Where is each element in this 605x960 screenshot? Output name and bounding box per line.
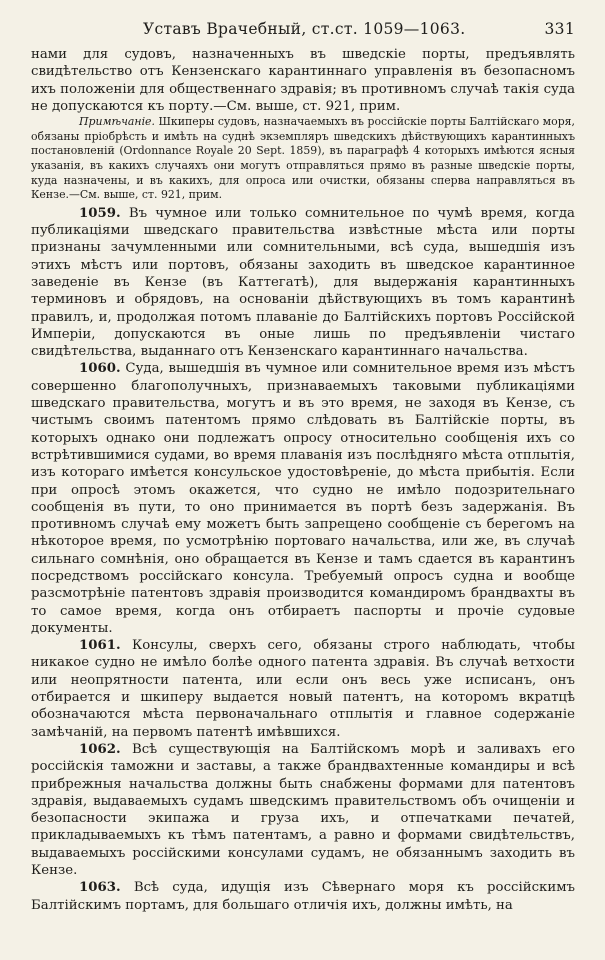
article-text: Суда, вышедшія въ чумное или сомнительное время изъ мѣстъ совершенно благополучныхъ, признаваемыхъ таковыми публикаціями шведскаго правительства, могутъ и въ это время, не заходя въ Кензе, съ чистымъ своимъ патентомъ прямо слѣдовать въ Балтійскіе порты, въ которыхъ однако они подлежатъ опросу относительно сообщенія ихъ со встрѣтившимися судами, во время плаванія изъ послѣдняго мѣста отплытія, изъ котораго имѣется консульское удостовѣреніе, до мѣста прибытія. Если при опросѣ этомъ окажется, что судно не имѣло подозрительнаго сообщенія въ пути, то оно принимается въ портѣ безъ задержанія. Въ противномъ случаѣ ему можетъ быть запрещено сообщеніе съ берегомъ на нѣкоторое время, по усмотрѣнію портоваго начальства, или же, въ случаѣ сильнаго сомнѣнія, оно обращается въ Кензе и тамъ сдается въ карантинъ посредствомъ россійскаго консула. Требуемый опросъ судна и вообще разсмотрѣніе патентовъ здравія производится командиромъ брандвахты въ то самое время, когда онъ отбираетъ паспорты и прочіе судовые документы. — [31, 361, 575, 636]
article-1062 — [31, 741, 575, 879]
note-text: Шкиперы судовъ, назначаемыхъ въ россійскіе порты Балтійскаго моря, обязаны пріобрѣсть и имѣть на суднѣ экземпляръ шведскихъ дѣйствующихъ карантинныхъ постановленій (Ordonnance Royale 20 Sept. 1859), въ параграфѣ 4 которыхъ имѣются ясныя указанія, въ какихъ случаяхъ они могутъ отправляться прямо въ разные шведскіе порты, куда назначены, и въ какихъ, для опроса или очистки, обязаны сперва направляться въ Кензе.—См. выше, ст. 921, прим. — [31, 115, 575, 202]
article-number: 1060. — [79, 361, 121, 377]
article-number: 1061. — [79, 638, 121, 654]
article-text: Всѣ суда, идущія изъ Сѣвернаго моря къ россійскимъ Балтійскимъ портамъ, для большаго отличія ихъ, должны имѣть, на — [31, 880, 575, 913]
intro-paragraph-block — [31, 46, 575, 115]
intro-paragraph: нами для судовъ, назначенныхъ въ шведскіе порты, предъявлять свидѣтельство отъ Кензенскаго карантиннаго управленія въ безопасномъ ихъ положеніи для общественнаго здравія; въ противномъ случаѣ такія суда не допускаются къ порту.—См. выше, ст. 921, прим. — [31, 47, 575, 114]
article-1060 — [31, 360, 575, 637]
running-header — [31, 18, 575, 46]
article-text: Консулы, сверхъ сего, обязаны строго наблюдать, чтобы никакое судно не имѣло болѣе одного патента здравія. Въ случаѣ ветхости или неопрятности патента, или если онъ весь уже исписанъ, онъ отбирается и шкиперу выдается новый патентъ, на которомъ вкратцѣ обозначаются мѣста первоначальнаго отплытія и главное содержаніе замѣчаній, на первомъ патентѣ имѣвшихся. — [31, 638, 575, 740]
article-1061 — [31, 637, 575, 741]
article-1059 — [31, 205, 575, 361]
note-block — [31, 115, 575, 203]
running-title: Уставъ Врачебный, ст.ст. 1059—1063. — [143, 20, 466, 38]
article-text: Въ чумное или только сомнительное по чумѣ время, когда публикаціями шведскаго правительства извѣстные мѣста или порты признаны зачумленными или сомнительными, всѣ суда, вышедшія изъ этихъ мѣстъ или портовъ, обязаны заходить въ шведское карантинное заведеніе въ Кензе (въ Каттегатѣ), для выдержанія карантинныхъ терминовъ и обрядовъ, на основаніи дѣйствующихъ въ томъ карантинѣ правилъ, и, продолжая потомъ плаваніе до Балтійскихъ портовъ Россійской Имперіи, допускаются въ оные лишь по предъявленіи чистаго свидѣтельства, выданнаго отъ Кензенскаго карантиннаго начальства. — [31, 205, 575, 360]
article-number: 1062. — [79, 741, 121, 757]
article-number: 1063. — [79, 880, 121, 896]
article-number: 1059. — [79, 205, 121, 221]
page-number: 331 — [544, 20, 575, 38]
articles-block — [31, 205, 575, 914]
article-text: Всѣ существующія на Балтійскомъ морѣ и заливахъ его россійскія таможни и заставы, а также брандвахтенные командиры и всѣ прибрежныя начальства должны быть снабжены формами для патентовъ здравія, выдаваемыхъ судамъ шведскимъ правительствомъ объ очищеніи и безопасности экипажа и груза ихъ, и отпечатками печатей, прикладываемыхъ къ тѣмъ патентамъ, а равно и формами свидѣтельствъ, выдаваемыхъ россійскими консулами судамъ, не обязаннымъ заходить въ Кензе. — [31, 741, 576, 879]
article-1063 — [31, 879, 575, 914]
note-label: Примѣчаніе. — [79, 115, 155, 129]
note-paragraph — [31, 115, 575, 203]
